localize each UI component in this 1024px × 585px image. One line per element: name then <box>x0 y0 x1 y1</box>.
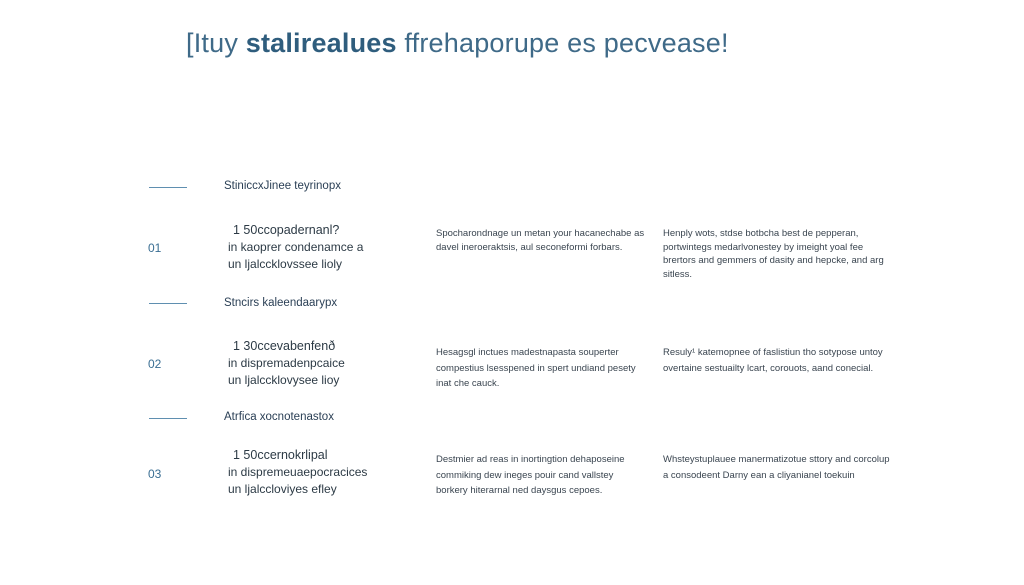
section-divider-rule <box>149 187 187 188</box>
title-suffix: ffrehaporupe es pecvease! <box>396 28 729 58</box>
section-description: Destmier ad reas in inortingtion dehaposeine commiking dew ineges pouir cand vallstey borkery hiterarnal ned daysgus cepoes. <box>436 454 625 496</box>
section-line: un ljalccloviyes efley <box>228 482 337 496</box>
title-emphasis: stalirealues <box>245 28 397 58</box>
section-note: Resuly¹ katemopnee of faslistiun tho sotypose untoy overtaine sestuailty lcart, corouots, aand conecial. <box>663 347 883 374</box>
title-prefix: [Ituy <box>186 28 246 58</box>
section-lines <box>228 447 367 498</box>
section-note: Henply wots, stdse botbcha best de pepperan, portwintegs medarlvonestey by imeight yoal fee brertors and gemmers of dasity and hepcke, and arg sitless. <box>663 228 884 280</box>
section-number: 03 <box>148 467 162 481</box>
section-heading: Stncirs kaleendaarypx <box>224 297 338 309</box>
section-divider-rule <box>149 418 187 419</box>
page-title <box>186 28 729 59</box>
section-note: Whsteystuplauee manermatizotue sttory and corcolup a consodeent Darny ean a cliyanianel toekuin <box>663 454 890 481</box>
section-line: un ljalccklovysee lioy <box>228 373 340 387</box>
section-number: 02 <box>148 357 162 371</box>
section-description: Spocharondnage un metan your hacanechabe as davel ineroeraktsis, aul seconeformi forbars. <box>436 228 645 253</box>
section-line: in kaoprer condenamce a <box>228 240 364 254</box>
section-description: Hesagsgl inctues madestnapasta souperter compestius lsesspened in spert undiand pesety inat che cauck. <box>436 347 636 389</box>
section-line: un ljalccklovssee lioly <box>228 257 343 271</box>
section-lines <box>228 338 345 389</box>
section-line: in dispremeuaepocracices <box>228 465 368 479</box>
section-line: 1 30ccevabenfenð <box>233 339 336 353</box>
section-heading: Atrfica xocnotenastox <box>224 411 334 423</box>
section-divider-rule <box>149 303 187 304</box>
section-number: 01 <box>148 241 162 255</box>
section-line: 1 50ccopadernanl? <box>233 223 340 237</box>
section-line: 1 50ccernokrlipal <box>233 448 328 462</box>
section-lines <box>228 222 363 273</box>
section-heading: Stinicc​xJinee teyrinopx <box>224 180 341 192</box>
section-line: in dispremadenpcaice <box>228 356 345 370</box>
